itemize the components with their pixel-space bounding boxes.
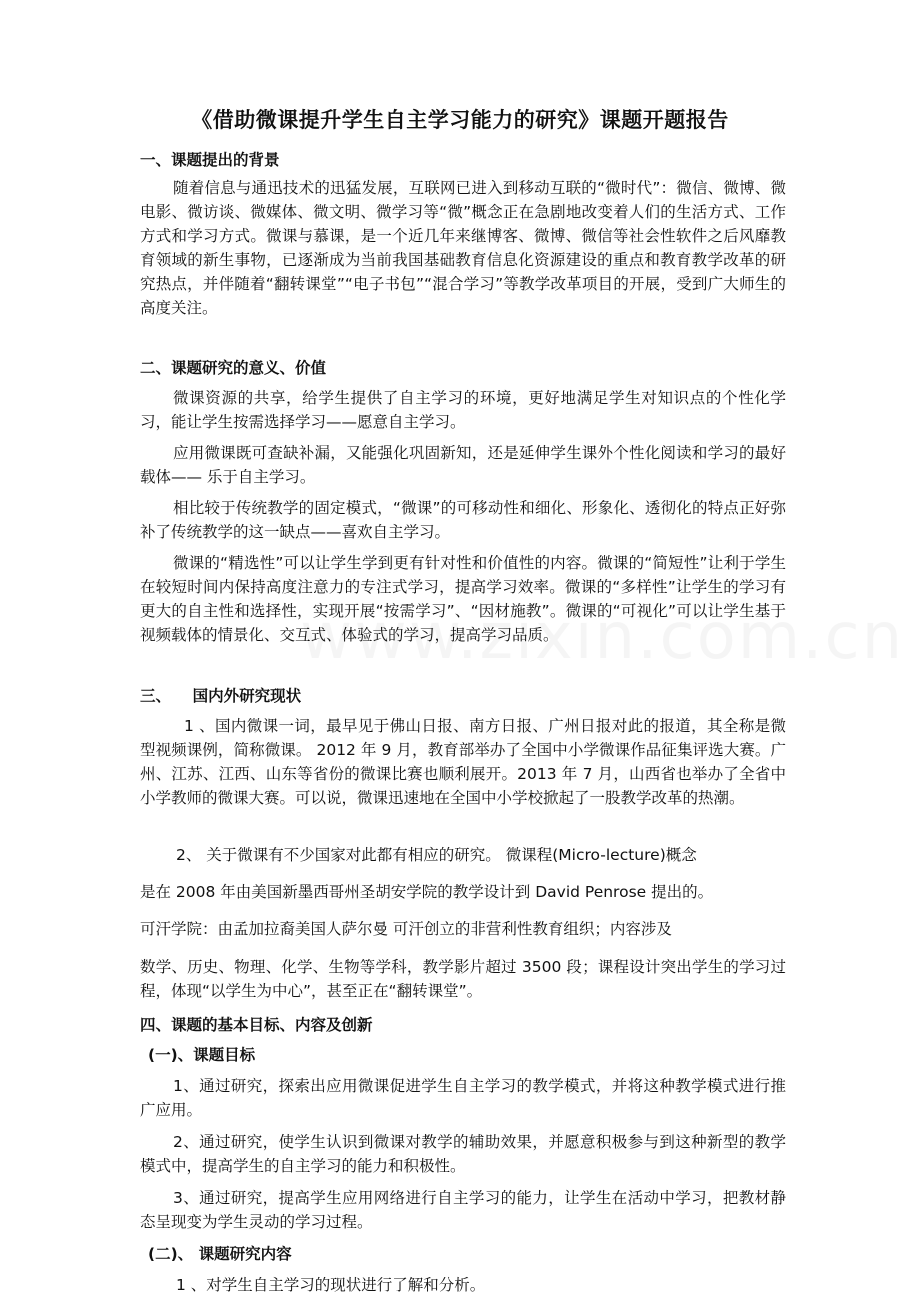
subheading-content: (二)、 课题研究内容 bbox=[148, 1245, 292, 1263]
section-heading-research-status: 三、 国内外研究现状 bbox=[140, 687, 302, 705]
subheading-goals: (一)、课题目标 bbox=[148, 1046, 256, 1064]
paragraph-significance-1: 微课资源的共享，给学生提供了自主学习的环境，更好地满足学生对知识点的个性化学习，能让学生按需选择学习——愿意自主学习。 bbox=[140, 389, 786, 431]
document-title: 《借助微课提升学生自主学习能力的研究》课题开题报告 bbox=[191, 108, 729, 132]
paragraph-foreign-research-4: 数学、历史、物理、化学、生物等学科，教学影片超过 3500 段；课程设计突出学生的学习过程，体现“以学生为中心”，甚至正在“翻转课堂”。 bbox=[140, 958, 786, 1000]
line-foreign-research-2: 是在 2008 年由美国新墨西哥州圣胡安学院的教学设计到 David Penrose 提出的。 bbox=[140, 883, 714, 901]
paragraph-significance-4: 微课的“精选性”可以让学生学到更有针对性和价值性的内容。微课的“简短性”让利于学生在较短时间内保持高度注意力的专注式学习，提高学习效率。微课的“多样性”让学生的学习有更大的自主性和选择性，实现开展“按需学习”、“因材施教”。微课的“可视化”可以让学生基于视频载体的情景化、交互式、体验式的学习，提高学习品质。 bbox=[140, 554, 786, 644]
paragraph-domestic-research: 1 、国内微课一词，最早见于佛山日报、南方日报、广州日报对此的报道，其全称是微型视频课例，简称微课。 2012 年 9 月，教育部举办了全国中小学微课作品征集评选大赛。广州、江苏、江西、山东等省份的微课比赛也顺利展开。2013 年 7 月，山西省也举办了全省中小学教师的微课大赛。可以说，微课迅速地在全国中小学校掀起了一股教学改革的热潮。 bbox=[140, 717, 786, 807]
goal-item-2: 2、通过研究，使学生认识到微课对教学的辅助效果，并愿意积极参与到这种新型的教学模式中，提高学生的自主学习的能力和积极性。 bbox=[140, 1133, 786, 1175]
content-item-1: 1 、对学生自主学习的现状进行了解和分析。 bbox=[176, 1276, 486, 1294]
paragraph-significance-2: 应用微课既可查缺补漏，又能强化巩固新知，还是延伸学生课外个性化阅读和学习的最好载体—— 乐于自主学习。 bbox=[140, 444, 786, 486]
line-foreign-research-3: 可汗学院：由孟加拉裔美国人萨尔曼 可汗创立的非营利性教育组织；内容涉及 bbox=[140, 920, 672, 938]
goal-item-1: 1、通过研究，探索出应用微课促进学生自主学习的教学模式，并将这种教学模式进行推广应用。 bbox=[140, 1077, 786, 1119]
section-heading-significance: 二、课题研究的意义、价值 bbox=[140, 359, 327, 377]
section-heading-background: 一、课题提出的背景 bbox=[140, 151, 280, 169]
paragraph-background: 随着信息与通迅技术的迅猛发展，互联网已进入到移动互联的“微时代”：微信、微博、微电影、微访谈、微媒体、微文明、微学习等“微”概念正在急剧地改变着人们的生活方式、工作方式和学习方式。微课与慕课，是一个近几年来继博客、微博、微信等社会性软件之后风靡教育领域的新生事物，已逐渐成为当前我国基础教育信息化资源建设的重点和教育教学改革的研究热点，并伴随着“翻转课堂”“电子书包”“混合学习”等教学改革项目的开展，受到广大师生的高度关注。 bbox=[140, 179, 786, 317]
line-foreign-research-1: 2、 关于微课有不少国家对此都有相应的研究。 微课程(Micro-lecture)概念 bbox=[176, 846, 697, 864]
goal-item-3: 3、通过研究，提高学生应用网络进行自主学习的能力，让学生在活动中学习，把教材静态呈现变为学生灵动的学习过程。 bbox=[140, 1189, 786, 1231]
paragraph-significance-3: 相比较于传统教学的固定模式，“微课”的可移动性和细化、形象化、透彻化的特点正好弥补了传统教学的这一缺点——喜欢自主学习。 bbox=[140, 499, 786, 541]
section-heading-goals: 四、课题的基本目标、内容及创新 bbox=[140, 1016, 373, 1034]
